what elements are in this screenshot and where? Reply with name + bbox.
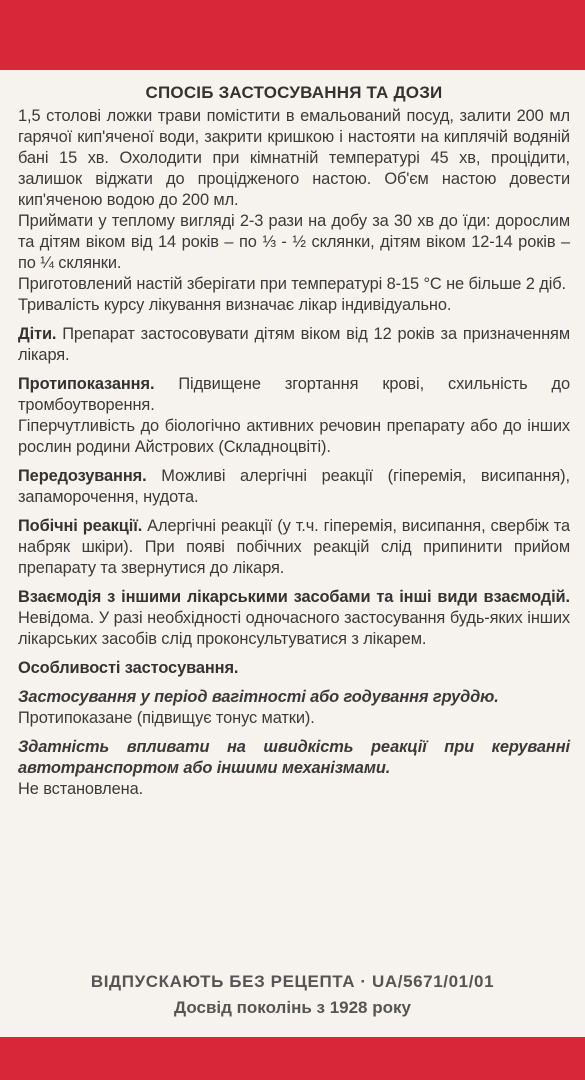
side-effects-heading: Побічні реакції.: [18, 517, 143, 535]
section-title: СПОСІБ ЗАСТОСУВАННЯ ТА ДОЗИ: [145, 83, 443, 102]
leaflet-content: [18, 78, 570, 800]
overdose-section: [18, 466, 570, 508]
dosage-paragraph: Приготовлений настій зберігати при температурі 8-15 °С не більше 2 діб.: [18, 275, 566, 293]
prescription-status: ВІДПУСКАЮТЬ БЕЗ РЕЦЕПТА · UA/5671/01/01: [90, 972, 495, 991]
dosage-paragraph: Приймати у теплому вигляді 2-3 рази на добу за 30 хв до їди: дорослим та дітям віком від 14 років – по ⅓ - ½ склянки, дітям віком 12-14 років – по ¼ склянки.: [18, 212, 570, 272]
pregnancy-heading: Застосування у період вагітності або годування груддю.: [18, 688, 499, 706]
driving-text: Не встановлена.: [18, 780, 144, 798]
features-heading: Особливості застосування.: [18, 659, 239, 677]
children-section: [18, 324, 570, 366]
leaflet-panel: [0, 70, 585, 1037]
overdose-heading: Передозування.: [18, 467, 147, 485]
contraindications-text-2: Гіперчутливість до біологічно активних речовин препарату або до інших рослин родини Айстрових (Складноцвіті).: [18, 417, 570, 456]
children-text: Препарат застосовувати дітям віком від 12 років за призначенням лікаря.: [18, 325, 570, 364]
children-heading: Діти.: [18, 325, 57, 343]
side-effects-section: [18, 516, 570, 579]
overdose-text: Можливі алергічні реакції (гіперемія, висипання), запаморочення, нудота.: [18, 467, 570, 506]
interactions-section: [18, 587, 570, 650]
contraindications-heading: Протипоказання.: [18, 375, 155, 393]
interactions-text: Невідома. У разі необхідності одночасного застосування будь-яких інших лікарських засобів слід проконсультуватися з лікарем.: [18, 609, 570, 648]
dosage-paragraph: Тривалість курсу лікування визначає лікар індивідуально.: [18, 296, 452, 314]
dosage-paragraph: 1,5 столові ложки трави помістити в емальований посуд, залити 200 мл гарячої кип'яченої води, закрити кришкою і настояти на киплячій водяній бані 15 хв. Охолодити при кімнатній температурі 45 хв, процідити, залишок віджати до проціджeного настою. Об'єм настою довести кип'яченою водою до 200 мл.: [18, 107, 570, 209]
side-effects-text: Алергічні реакції (у т.ч. гіперемія, висипання, свербіж та набряк шкіри). При появі побічних реакцій слід припинити прийом препарату та звернутися до лікаря.: [18, 517, 570, 577]
interactions-heading: Взаємодія з іншими лікарськими засобами та інші види взаємодій.: [18, 588, 570, 606]
pregnancy-text: Протипоказане (підвищує тонус матки).: [18, 709, 315, 727]
slogan: Досвід поколінь з 1928 року: [174, 998, 411, 1017]
driving-heading: Здатність впливати на швидкість реакції при керуванні автотранспортом або іншими механізмами.: [18, 738, 570, 777]
contraindications-text: Підвищене згортання крові, схильність до тромбоутворення.: [18, 375, 570, 414]
contraindications-section: [18, 374, 570, 416]
